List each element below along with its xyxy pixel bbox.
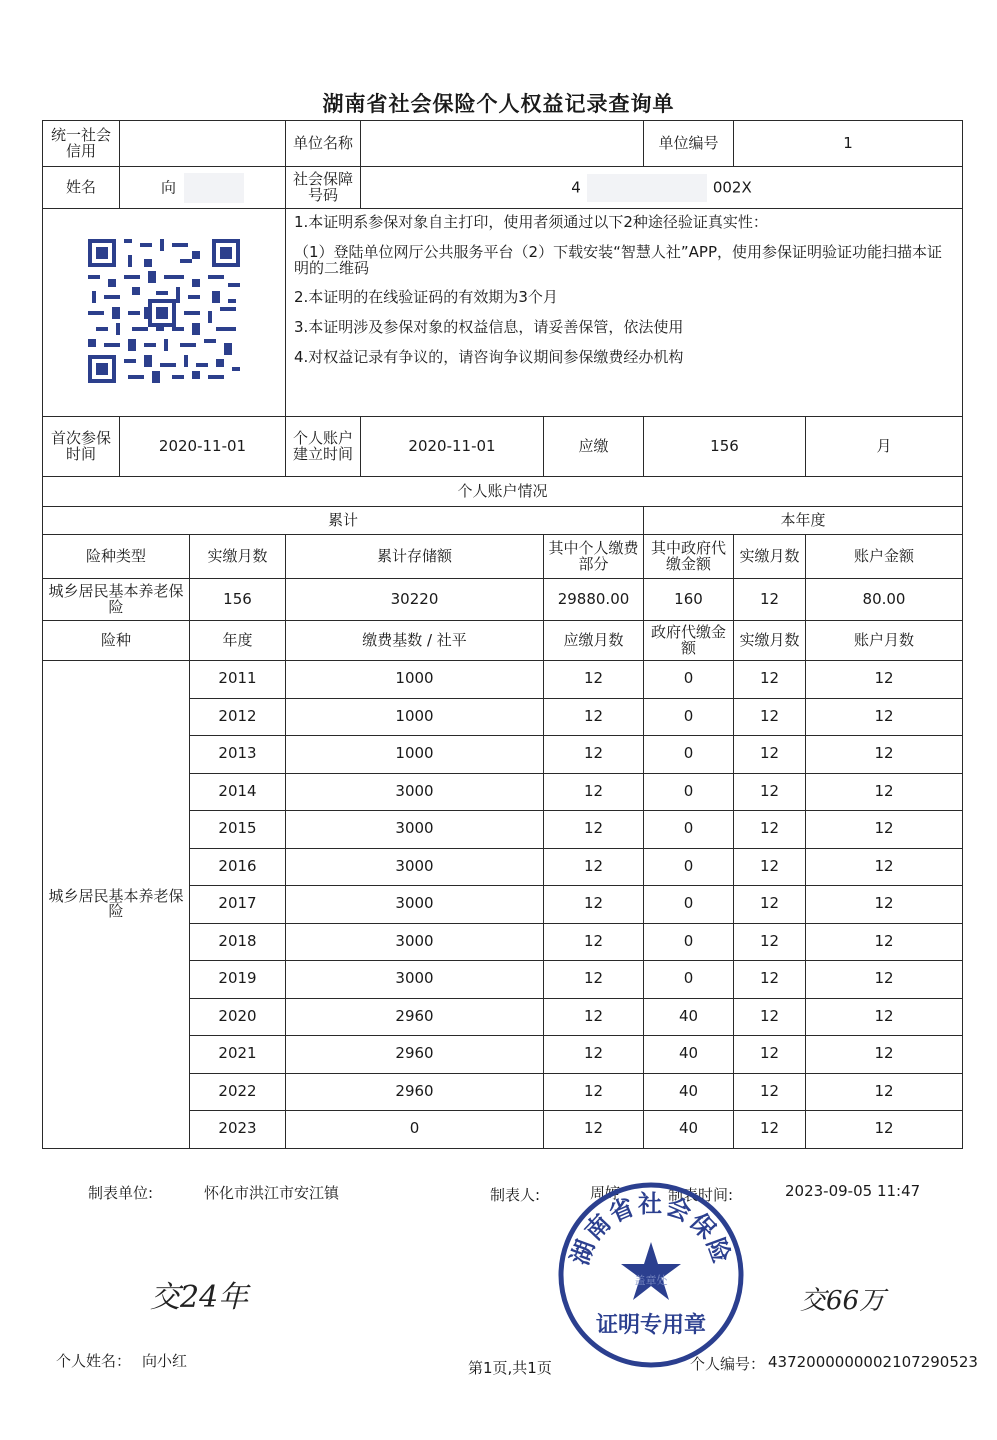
name-value-text: 向 — [160, 178, 176, 196]
yearly-header: 险种 — [43, 621, 190, 661]
acct-header: 险种类型 — [43, 535, 190, 579]
yearly-cell: 12 — [544, 923, 644, 961]
yearly-cell: 0 — [644, 811, 734, 849]
yearly-cell: 0 — [644, 698, 734, 736]
maker-label: 制表人: — [490, 1186, 541, 1204]
yearly-cell: 3000 — [286, 811, 544, 849]
yearly-cell: 2960 — [286, 1036, 544, 1074]
yearly-header: 缴费基数 / 社平 — [286, 621, 544, 661]
yearly-cell: 12 — [806, 661, 963, 699]
yearly-header: 应缴月数 — [544, 621, 644, 661]
qr-code-icon — [84, 235, 244, 387]
handwritten-years: 交24年 — [150, 1280, 249, 1315]
yearly-header: 年度 — [190, 621, 286, 661]
note-5: 4.对权益记录有争议的，请咨询争议期间参保缴费经办机构 — [294, 347, 684, 366]
acct-cell: 80.00 — [806, 579, 963, 621]
yearly-cell: 3000 — [286, 961, 544, 999]
name-redaction — [184, 173, 244, 203]
yearly-cell: 0 — [644, 661, 734, 699]
yearly-records — [43, 661, 963, 1149]
yearly-cell: 12 — [734, 1036, 806, 1074]
yearly-cell: 12 — [544, 961, 644, 999]
maker-unit-label: 制表单位: — [88, 1184, 154, 1202]
name-value — [120, 167, 286, 209]
person-id-value: 4372000000002107290523 — [768, 1353, 978, 1371]
ss-no-redaction — [587, 174, 707, 202]
person-name-label: 个人姓名： — [56, 1352, 132, 1370]
yearly-cell: 12 — [734, 661, 806, 699]
yearly-cell: 12 — [544, 1036, 644, 1074]
yearly-cell: 12 — [806, 773, 963, 811]
yearly-header: 实缴月数 — [734, 621, 806, 661]
yearly-cell: 12 — [734, 848, 806, 886]
yearly-cell: 12 — [544, 1111, 644, 1149]
yearly-cell: 3000 — [286, 773, 544, 811]
seal-center-text: 盖章处 — [634, 1274, 668, 1287]
ss-no-label: 社会保障号码 — [286, 167, 361, 209]
acct-header: 其中个人缴费部分 — [544, 535, 644, 579]
yearly-cell: 12 — [544, 811, 644, 849]
yearly-cell: 12 — [544, 661, 644, 699]
yearly-cell: 0 — [644, 848, 734, 886]
note-4: 3.本证明涉及参保对象的权益信息，请妥善保管，依法使用 — [294, 318, 684, 336]
yearly-row — [43, 661, 963, 699]
yearly-cell: 1000 — [286, 698, 544, 736]
yearly-cell: 40 — [644, 1036, 734, 1074]
first-enroll-value: 2020-11-01 — [120, 417, 286, 477]
yearly-cell: 12 — [734, 773, 806, 811]
yearly-cell: 12 — [806, 923, 963, 961]
credit-code-label: 统一社会信用 — [43, 121, 120, 167]
unit-name-value — [361, 121, 644, 167]
yearly-cell: 2022 — [190, 1073, 286, 1111]
name-label: 姓名 — [43, 167, 120, 209]
due-unit: 月 — [806, 417, 963, 477]
this-year-label: 本年度 — [644, 507, 963, 535]
yearly-cell: 12 — [806, 1073, 963, 1111]
yearly-cell: 0 — [644, 886, 734, 924]
yearly-cell: 3000 — [286, 848, 544, 886]
yearly-cell: 2013 — [190, 736, 286, 774]
yearly-cell: 12 — [544, 886, 644, 924]
handwritten-amount: 交66万 — [800, 1286, 886, 1316]
acct-cell: 12 — [734, 579, 806, 621]
yearly-cell: 12 — [734, 811, 806, 849]
verification-notes — [286, 209, 963, 417]
yearly-cell: 0 — [644, 773, 734, 811]
acct-cell: 30220 — [286, 579, 544, 621]
yearly-header: 政府代缴金额 — [644, 621, 734, 661]
yearly-cell: 0 — [286, 1111, 544, 1149]
yearly-cell: 12 — [734, 998, 806, 1036]
yearly-cell: 12 — [806, 811, 963, 849]
maker-unit-value: 怀化市洪江市安江镇 — [204, 1184, 340, 1202]
yearly-cell: 40 — [644, 1073, 734, 1111]
yearly-cell: 2020 — [190, 998, 286, 1036]
time-value: 2023-09-05 11:47 — [785, 1182, 921, 1200]
yearly-insurance-type: 城乡居民基本养老保险 — [43, 661, 190, 1149]
yearly-cell: 2017 — [190, 886, 286, 924]
record-table — [42, 120, 963, 1149]
yearly-cell: 0 — [644, 961, 734, 999]
yearly-cell: 3000 — [286, 886, 544, 924]
yearly-header: 账户月数 — [806, 621, 963, 661]
yearly-cell: 2016 — [190, 848, 286, 886]
yearly-cell: 1000 — [286, 661, 544, 699]
cumulative-label: 累计 — [43, 507, 644, 535]
yearly-cell: 2960 — [286, 998, 544, 1036]
yearly-cell: 12 — [544, 736, 644, 774]
qr-cell — [43, 209, 286, 417]
acct-header: 实缴月数 — [190, 535, 286, 579]
note-1: 1.本证明系参保对象自主打印，使用者须通过以下2种途径验证真实性： — [294, 213, 768, 231]
yearly-cell: 0 — [644, 923, 734, 961]
ss-no-prefix: 4 — [571, 178, 581, 196]
due-value: 156 — [644, 417, 806, 477]
yearly-cell: 12 — [734, 736, 806, 774]
note-3: 2.本证明的在线验证码的有效期为3个月 — [294, 288, 558, 307]
yearly-cell: 1000 — [286, 736, 544, 774]
yearly-cell: 2018 — [190, 923, 286, 961]
yearly-cell: 12 — [544, 773, 644, 811]
first-enroll-label: 首次参保时间 — [43, 417, 120, 477]
yearly-cell: 0 — [644, 736, 734, 774]
yearly-cell: 2023 — [190, 1111, 286, 1149]
yearly-cell: 12 — [806, 886, 963, 924]
yearly-cell: 12 — [806, 1036, 963, 1074]
yearly-cell: 12 — [544, 998, 644, 1036]
account-created-value: 2020-11-01 — [361, 417, 544, 477]
yearly-cell: 12 — [544, 848, 644, 886]
ss-no-value — [361, 167, 963, 209]
yearly-cell: 12 — [806, 736, 963, 774]
acct-cell: 160 — [644, 579, 734, 621]
yearly-cell: 2012 — [190, 698, 286, 736]
yearly-cell: 40 — [644, 1111, 734, 1149]
person-name-value: 向小红 — [142, 1352, 188, 1370]
yearly-cell: 12 — [734, 886, 806, 924]
yearly-cell: 2011 — [190, 661, 286, 699]
seal-ring-text: 湖南省社会保险 — [565, 1190, 737, 1269]
unit-no-label: 单位编号 — [644, 121, 734, 167]
acct-cell: 156 — [190, 579, 286, 621]
account-created-label: 个人账户建立时间 — [286, 417, 361, 477]
unit-no-value: 1 — [734, 121, 963, 167]
person-id-label: 个人编号： — [690, 1355, 766, 1373]
yearly-cell: 12 — [806, 998, 963, 1036]
acct-cell: 29880.00 — [544, 579, 644, 621]
acct-header: 累计存储额 — [286, 535, 544, 579]
yearly-cell: 12 — [806, 1111, 963, 1149]
acct-cell: 城乡居民基本养老保险 — [43, 579, 190, 621]
yearly-cell: 12 — [734, 961, 806, 999]
yearly-cell: 2019 — [190, 961, 286, 999]
credit-code-value — [120, 121, 286, 167]
yearly-cell: 12 — [806, 698, 963, 736]
yearly-cell: 12 — [734, 1111, 806, 1149]
yearly-cell: 12 — [544, 698, 644, 736]
due-label: 应缴 — [544, 417, 644, 477]
acct-header: 其中政府代缴金额 — [644, 535, 734, 579]
time-label: 制表时间: — [668, 1186, 734, 1204]
yearly-cell: 12 — [806, 961, 963, 999]
yearly-cell: 12 — [806, 848, 963, 886]
yearly-cell: 2014 — [190, 773, 286, 811]
page-title: 湖南省社会保险个人权益记录查询单 — [322, 92, 675, 116]
yearly-cell: 3000 — [286, 923, 544, 961]
acct-header: 实缴月数 — [734, 535, 806, 579]
yearly-cell: 2960 — [286, 1073, 544, 1111]
yearly-cell: 2021 — [190, 1036, 286, 1074]
ss-no-suffix: 002X — [712, 178, 752, 196]
yearly-cell: 12 — [734, 1073, 806, 1111]
official-seal-icon — [556, 1180, 746, 1370]
yearly-cell: 12 — [734, 923, 806, 961]
acct-header: 账户金额 — [806, 535, 963, 579]
maker-value: 周婷 — [590, 1184, 621, 1202]
yearly-cell: 12 — [734, 698, 806, 736]
unit-name-label: 单位名称 — [286, 121, 361, 167]
yearly-cell: 2015 — [190, 811, 286, 849]
yearly-cell: 40 — [644, 998, 734, 1036]
seal-inner-text: 证明专用章 — [595, 1313, 707, 1338]
page-number: 第1页,共1页 — [468, 1359, 552, 1377]
yearly-cell: 12 — [544, 1073, 644, 1111]
note-2: （1）登陆单位网厅公共服务平台（2）下载安装“智慧人社”APP，使用参保证明验证功能扫描本证明的二维码 — [294, 242, 942, 277]
account-section-title: 个人账户情况 — [43, 477, 963, 507]
